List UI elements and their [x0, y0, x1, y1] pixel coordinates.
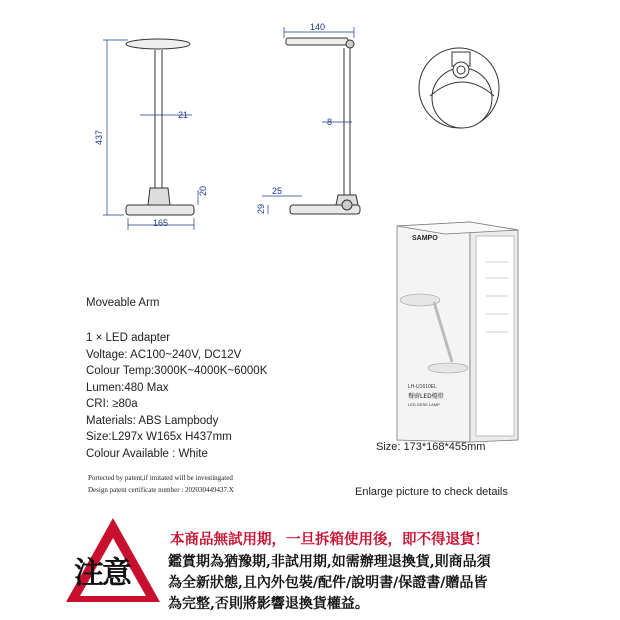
spec-line: Colour Available : White — [86, 447, 208, 460]
dimension-height: 437 — [94, 129, 104, 145]
spec-line: Voltage: AC100~240V, DC12V — [86, 348, 242, 361]
spec-heading: Moveable Arm — [86, 297, 160, 309]
box-product-name: 餐廚LED檯燈 — [408, 393, 444, 400]
notice-body-line: 為完整,否則將影響退換貨權益。 — [168, 596, 369, 612]
notice-body — [168, 552, 491, 615]
spec-line: Colour Temp:3000K~4000K~6000K — [86, 365, 268, 377]
box-brand: SAMPO — [412, 235, 438, 242]
spec-line: CRI: ≥80a — [86, 398, 138, 410]
patent-number: Design patent certificate number : 202030449437.X — [88, 486, 234, 494]
spec-line: Materials: ABS Lampbody — [86, 414, 219, 427]
box-product-sub: LED DESK LAMP — [408, 402, 440, 407]
spec-list — [86, 330, 346, 462]
box-size-label: Size: 173*168*455mm — [376, 441, 486, 453]
patent-notice: Portected by patent,if imitated will be investingated — [88, 474, 233, 482]
notice-badge: 注意 — [74, 556, 130, 591]
notice-body-line: 鑑賞期為猶豫期,非試用期,如需辦理退換貨,則商品須 — [168, 554, 491, 570]
enlarge-note: Enlarge picture to check details — [355, 486, 508, 498]
spec-line: Lumen:480 Max — [86, 381, 169, 394]
dimension-base-height: 29 — [256, 203, 266, 214]
front-view-lamp — [126, 39, 194, 215]
dimension-base-width: 165 — [153, 218, 169, 228]
notice-body-line: 為全新狀態,且內外包裝/配件/說明書/保證書/贈品皆 — [168, 575, 488, 591]
joint-detail-view — [419, 48, 499, 128]
box-model: LH-U1610EL — [408, 384, 437, 390]
dimension-side-base: 25 — [272, 186, 283, 196]
spec-line: Size:L297x W165x H437mm — [86, 431, 232, 443]
spec-line: 1 × LED adapter — [86, 332, 171, 344]
dimension-arm-width: 21 — [178, 110, 189, 120]
dimension-top-width: 140 — [310, 22, 326, 32]
product-box-illustration — [397, 222, 518, 442]
side-view-lamp — [286, 38, 360, 214]
dimension-side-arm: 8 — [327, 117, 333, 127]
notice-headline: 本商品無試用期，一旦拆箱使用後，即不得退貨！ — [170, 531, 489, 548]
dimension-joint-height: 20 — [198, 185, 208, 196]
